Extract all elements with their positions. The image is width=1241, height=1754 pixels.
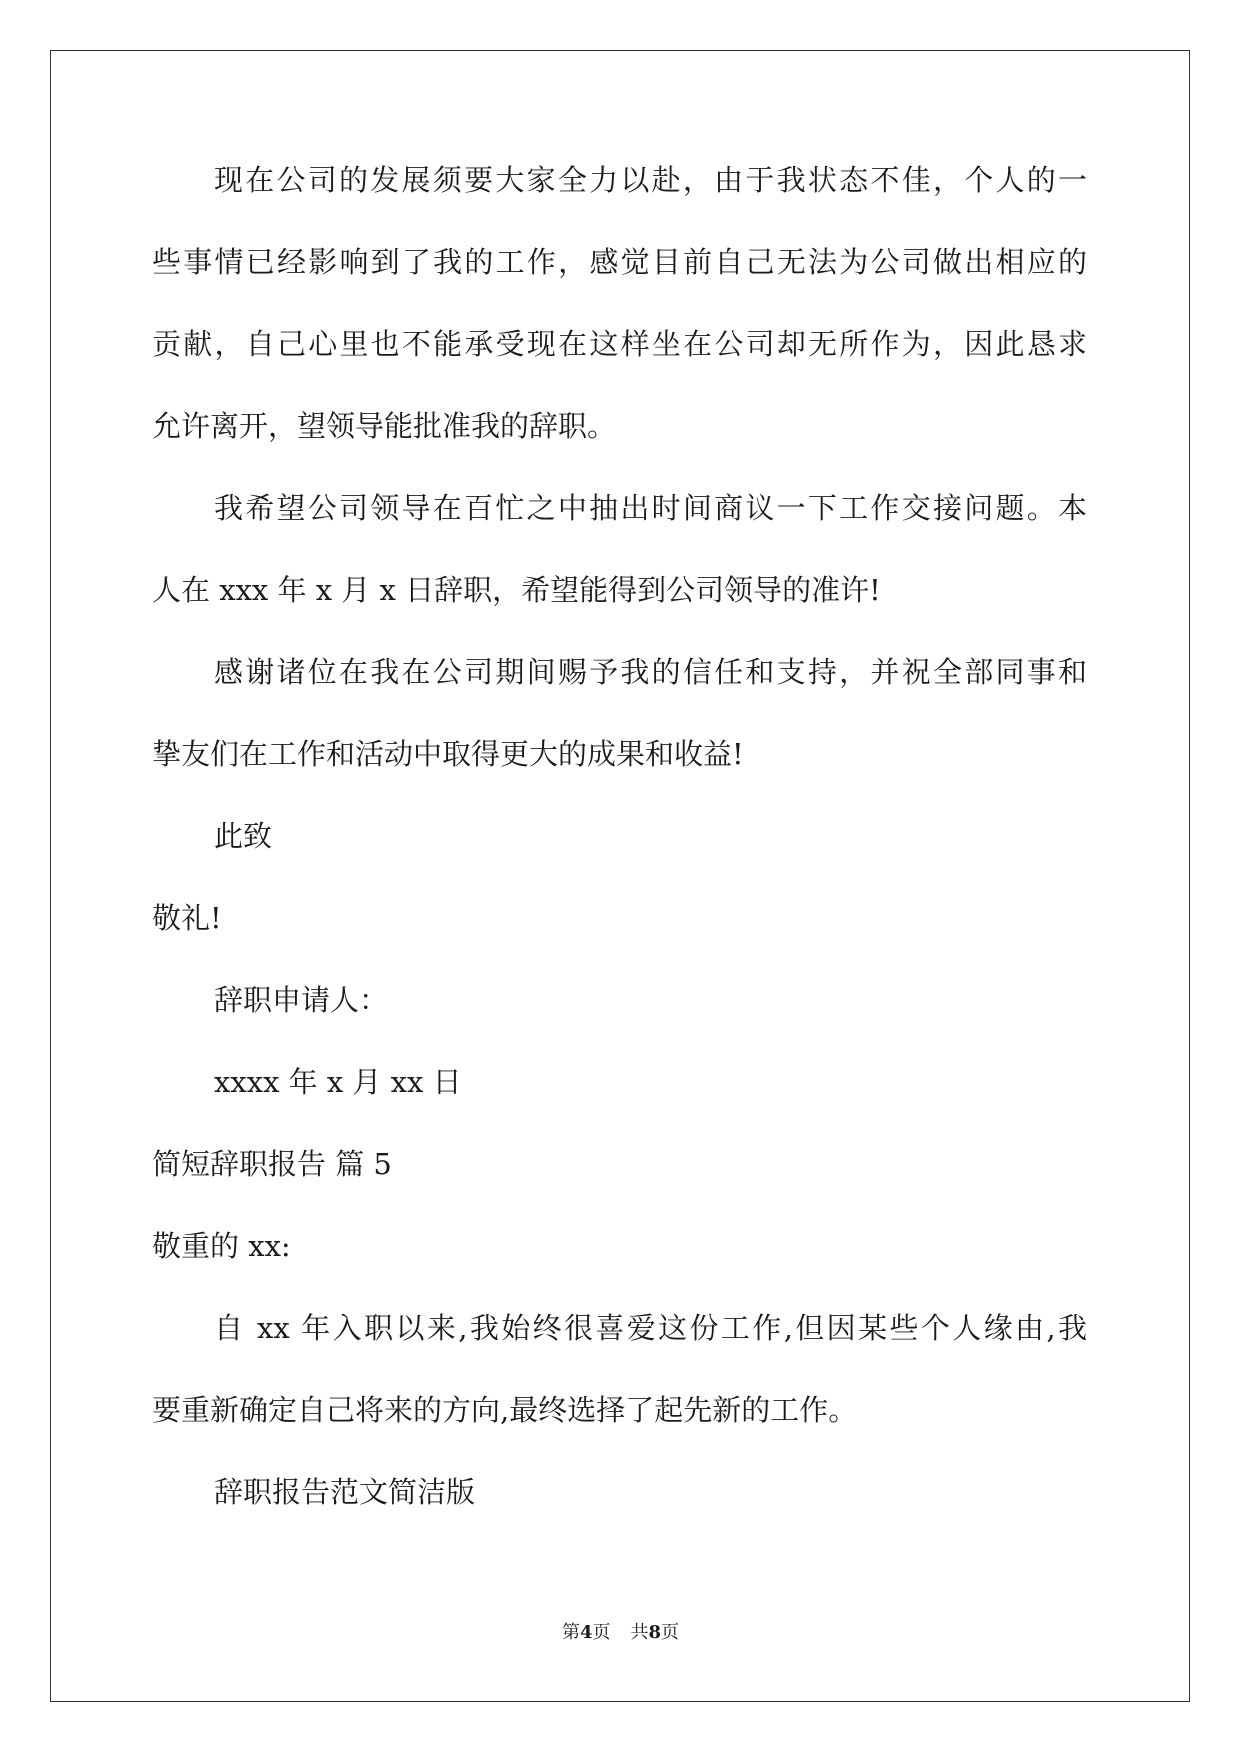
paragraph-line: 贡献，自己心里也不能承受现在这样坐在公司却无所作为，因此恳求 [152,327,1087,361]
total-suffix: 页 [661,1622,680,1643]
paragraph-line: 挚友们在工作和活动中取得更大的成果和收益! [152,737,744,771]
greeting: 敬重的 xx: [152,1229,291,1263]
paragraph-line: 些事情已经影响到了我的工作，感觉目前自己无法为公司做出相应的 [152,245,1087,279]
paragraph-line: 允许离开，望领导能批准我的辞职。 [152,409,617,443]
paragraph-line: 我希望公司领导在百忙之中抽出时间商议一下工作交接问题。本 [214,491,1087,525]
page-prefix: 第 [561,1622,580,1643]
page-number: 4 [579,1622,593,1643]
paragraph-line: 辞职报告范文简洁版 [214,1475,476,1509]
paragraph-line: 现在公司的发展须要大家全力以赴，由于我状态不佳，个人的一 [214,163,1087,197]
closing-phrase: 此致 [214,819,273,853]
total-pages: 8 [648,1622,662,1643]
page-suffix: 页 [592,1622,611,1643]
signature-label: 辞职申请人： [214,983,389,1017]
paragraph-line: 自 xx 年入职以来,我始终很喜爱这份工作,但因某些个人缘由,我 [214,1311,1087,1345]
paragraph-line: 要重新确定自己将来的方向,最终选择了起先新的工作。 [152,1393,858,1427]
paragraph-line: 人在 xxx 年 x 月 x 日辞职，希望能得到公司领导的准许! [152,573,881,607]
section-title: 简短辞职报告 篇 5 [152,1147,392,1181]
page-border [50,50,1190,1702]
salutation-closing: 敬礼! [152,901,222,935]
signature-date: xxxx 年 x 月 xx 日 [214,1065,462,1099]
total-prefix: 共 [630,1622,649,1643]
paragraph-line: 感谢诸位在我在公司期间赐予我的信任和支持，并祝全部同事和 [214,655,1087,689]
page-footer [0,1622,1241,1644]
